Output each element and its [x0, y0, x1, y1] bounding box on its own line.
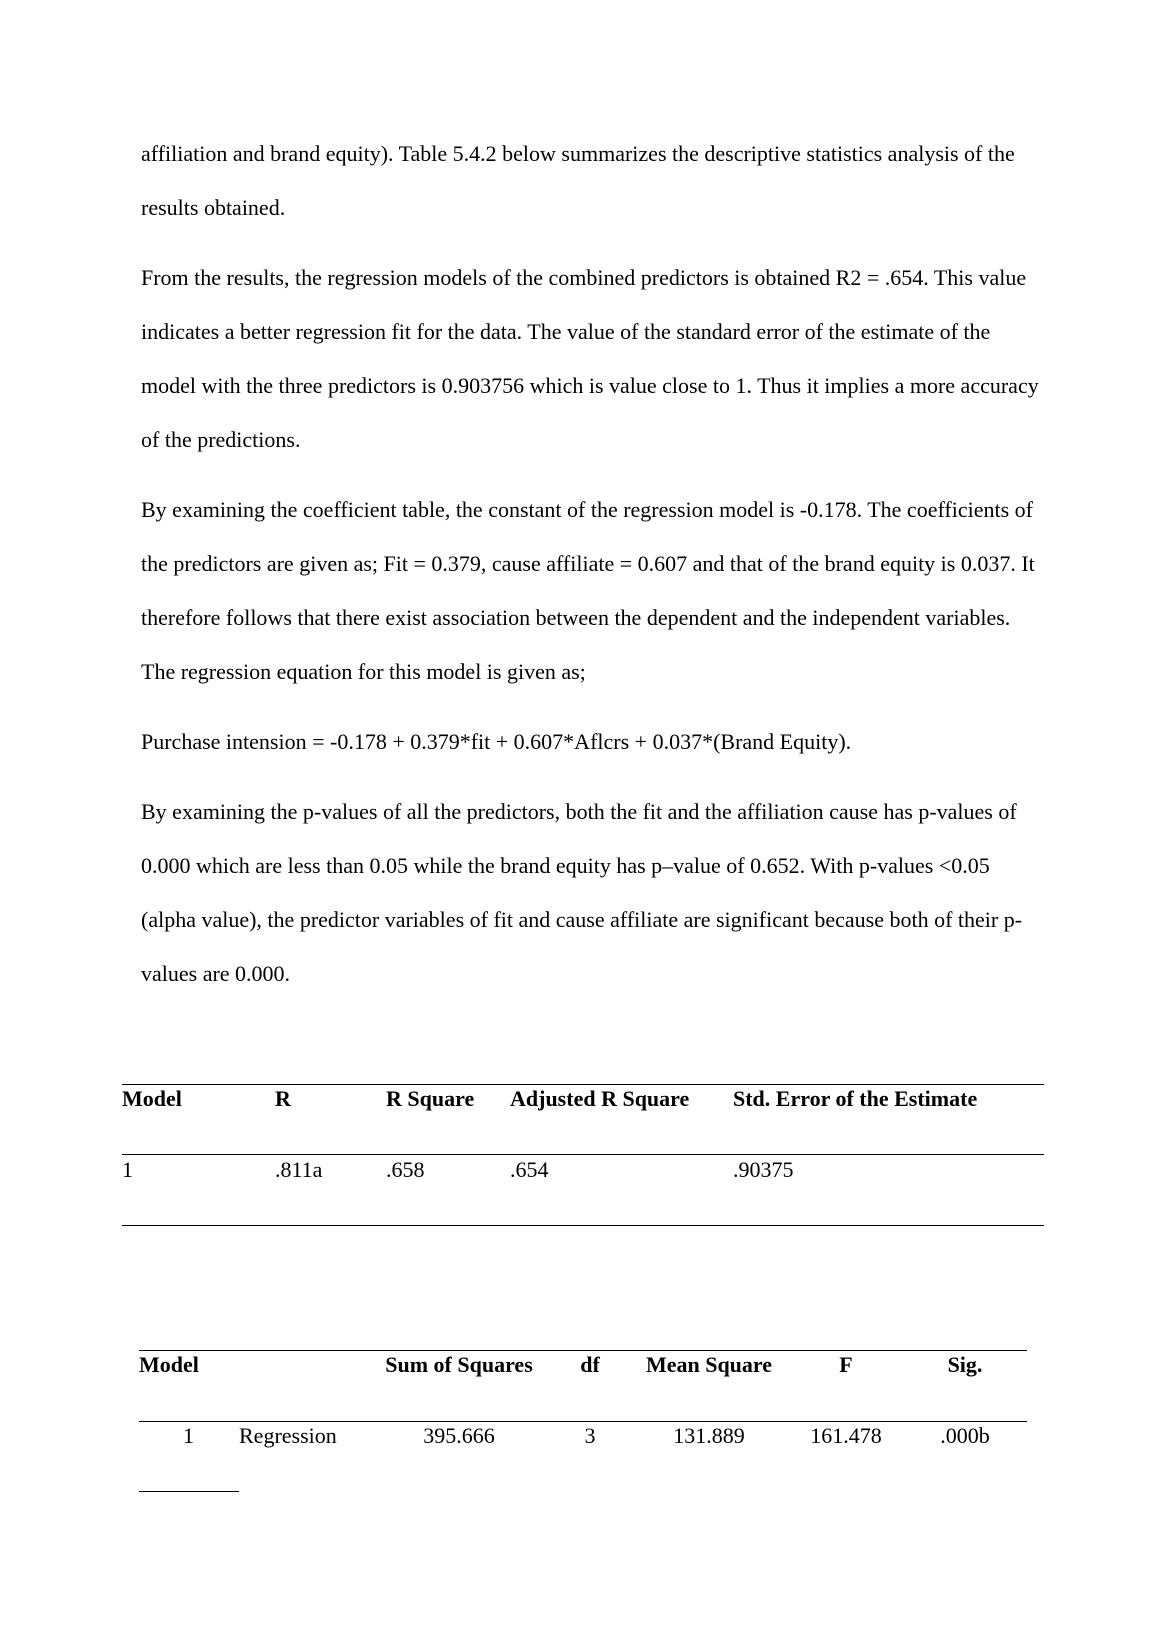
- cell-adjusted-r-square: .654: [510, 1157, 549, 1182]
- anova-cell-sig: .000b: [940, 1423, 990, 1448]
- anova-cell-model: 1: [183, 1423, 194, 1448]
- header-adjusted-r-square: Adjusted R Square: [510, 1086, 690, 1111]
- table-header-rule: [122, 1154, 1044, 1155]
- paragraph-2: From the results, the regression models of the combined predictors is obtained R2 = .654. This value indicates a better regression fit for the data. The value of the standard error of the estimate of the model with the three predictors is 0.903756 which is value close to 1. Thus it implies a more accuracy of the predictions.: [141, 265, 1039, 452]
- anova-header-mean-square: Mean Square: [645, 1352, 773, 1377]
- anova-header-f: F: [839, 1352, 853, 1377]
- header-r: R: [275, 1086, 291, 1111]
- cell-model: 1: [122, 1157, 133, 1182]
- anova-cell-f: 161.478: [810, 1423, 882, 1448]
- paragraph-3: By examining the coefficient table, the constant of the regression model is -0.178. The coefficients of the predictors are given as; Fit = 0.379, cause affiliate = 0.607 and that of the brand equity is 0.037. It therefore follows that there exist association between the dependent and the independent variables. The regression equation for this model is given as;: [141, 497, 1035, 684]
- anova-cell-df: 3: [584, 1423, 596, 1448]
- anova-header-df: df: [580, 1352, 600, 1377]
- anova-header-rule: [139, 1421, 1027, 1422]
- anova-cell-mean-square: 131.889: [673, 1423, 745, 1448]
- cell-std-error: .90375: [733, 1157, 794, 1182]
- anova-header-sum-of-squares: Sum of Squares: [385, 1352, 533, 1377]
- regression-equation: Purchase intension = -0.178 + 0.379*fit + 0.607*Aflcrs + 0.037*(Brand Equity).: [141, 729, 852, 754]
- table-top-rule: [122, 1084, 1044, 1085]
- paragraph-5: By examining the p-values of all the predictors, both the fit and the affiliation cause has p-values of 0.000 which are less than 0.05 while the brand equity has p–value of 0.652. With p-values <0.05 (alpha value), the predictor variables of fit and cause affiliate are significant because both of their p-values are 0.000.: [141, 799, 1023, 986]
- header-model: Model: [122, 1086, 182, 1111]
- anova-partial-rule: [139, 1491, 239, 1492]
- cell-r: .811a: [275, 1157, 323, 1182]
- anova-cell-source: Regression: [239, 1423, 337, 1448]
- anova-cell-sum-of-squares: 395.666: [423, 1423, 495, 1448]
- anova-header-sig: Sig.: [947, 1352, 983, 1377]
- header-r-square: R Square: [386, 1086, 475, 1111]
- anova-header-model: Model: [139, 1352, 199, 1377]
- anova-top-rule: [139, 1350, 1027, 1351]
- header-std-error: Std. Error of the Estimate: [733, 1086, 978, 1111]
- cell-r-square: .658: [386, 1157, 425, 1182]
- paragraph-1: affiliation and brand equity). Table 5.4.2 below summarizes the descriptive statistics analysis of the results obtained.: [141, 141, 1015, 220]
- table-bottom-rule: [122, 1225, 1044, 1226]
